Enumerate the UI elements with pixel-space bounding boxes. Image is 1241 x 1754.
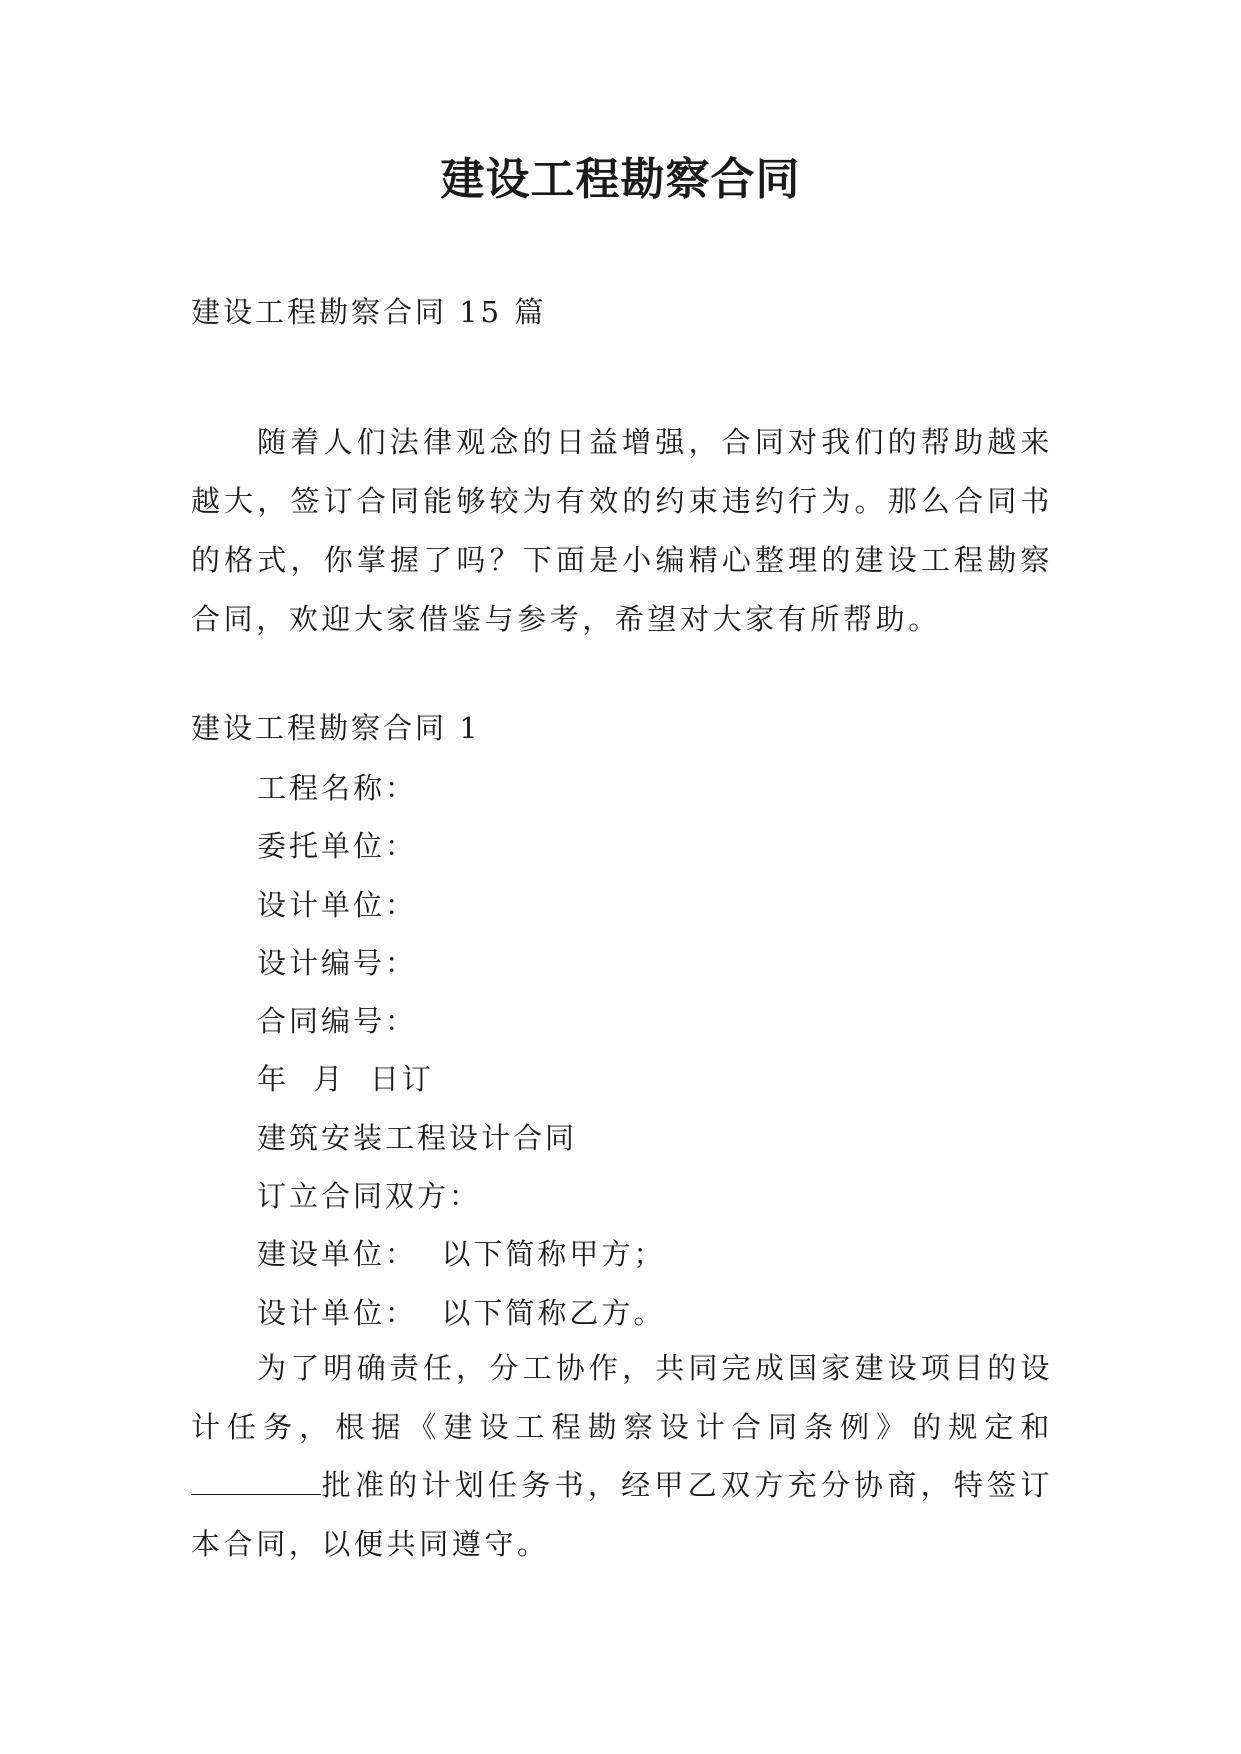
field-design-unit: 设计单位： <box>257 887 418 922</box>
fill-in-blank <box>191 1470 321 1495</box>
intro-paragraph: 随着人们法律观念的日益增强，合同对我们的帮助越来越大，签订合同能够较为有效的约束违约行为。那么合同书的格式，你掌握了吗？下面是小编精心整理的建设工程勘察合同，欢迎大家借鉴与参考，希望对大家有所帮助。 <box>191 425 1053 636</box>
body-paragraph-part1: 为了明确责任，分工协作，共同完成国家建设项目的设计任务，根据《建设工程勘察设计合同条例》的规定和 <box>191 1351 1053 1444</box>
field-contract-type: 建筑安装工程设计合同 <box>257 1120 578 1155</box>
body-paragraph <box>191 1339 1053 1573</box>
field-contract-number: 合同编号： <box>257 1004 418 1039</box>
field-party-b: 设计单位： 以下简称乙方。 <box>257 1295 666 1330</box>
field-party-a: 建设单位： 以下简称甲方； <box>257 1237 666 1272</box>
field-project-name: 工程名称： <box>257 771 418 805</box>
contract-fields-list <box>257 759 665 1342</box>
section-heading: 建设工程勘察合同 1 <box>191 711 481 745</box>
document-subtitle: 建设工程勘察合同 15 篇 <box>191 295 547 329</box>
field-parties-heading: 订立合同双方： <box>257 1179 482 1214</box>
field-client-unit: 委托单位： <box>257 829 418 864</box>
document-title: 建设工程勘察合同 <box>440 154 801 205</box>
field-design-number: 设计编号： <box>257 945 418 980</box>
field-date: 年 月 日订 <box>257 1062 434 1097</box>
body-paragraph-part2: 批准的计划任务书，经甲乙双方充分协商，特签订本合同，以便共同遵守。 <box>191 1468 1053 1561</box>
